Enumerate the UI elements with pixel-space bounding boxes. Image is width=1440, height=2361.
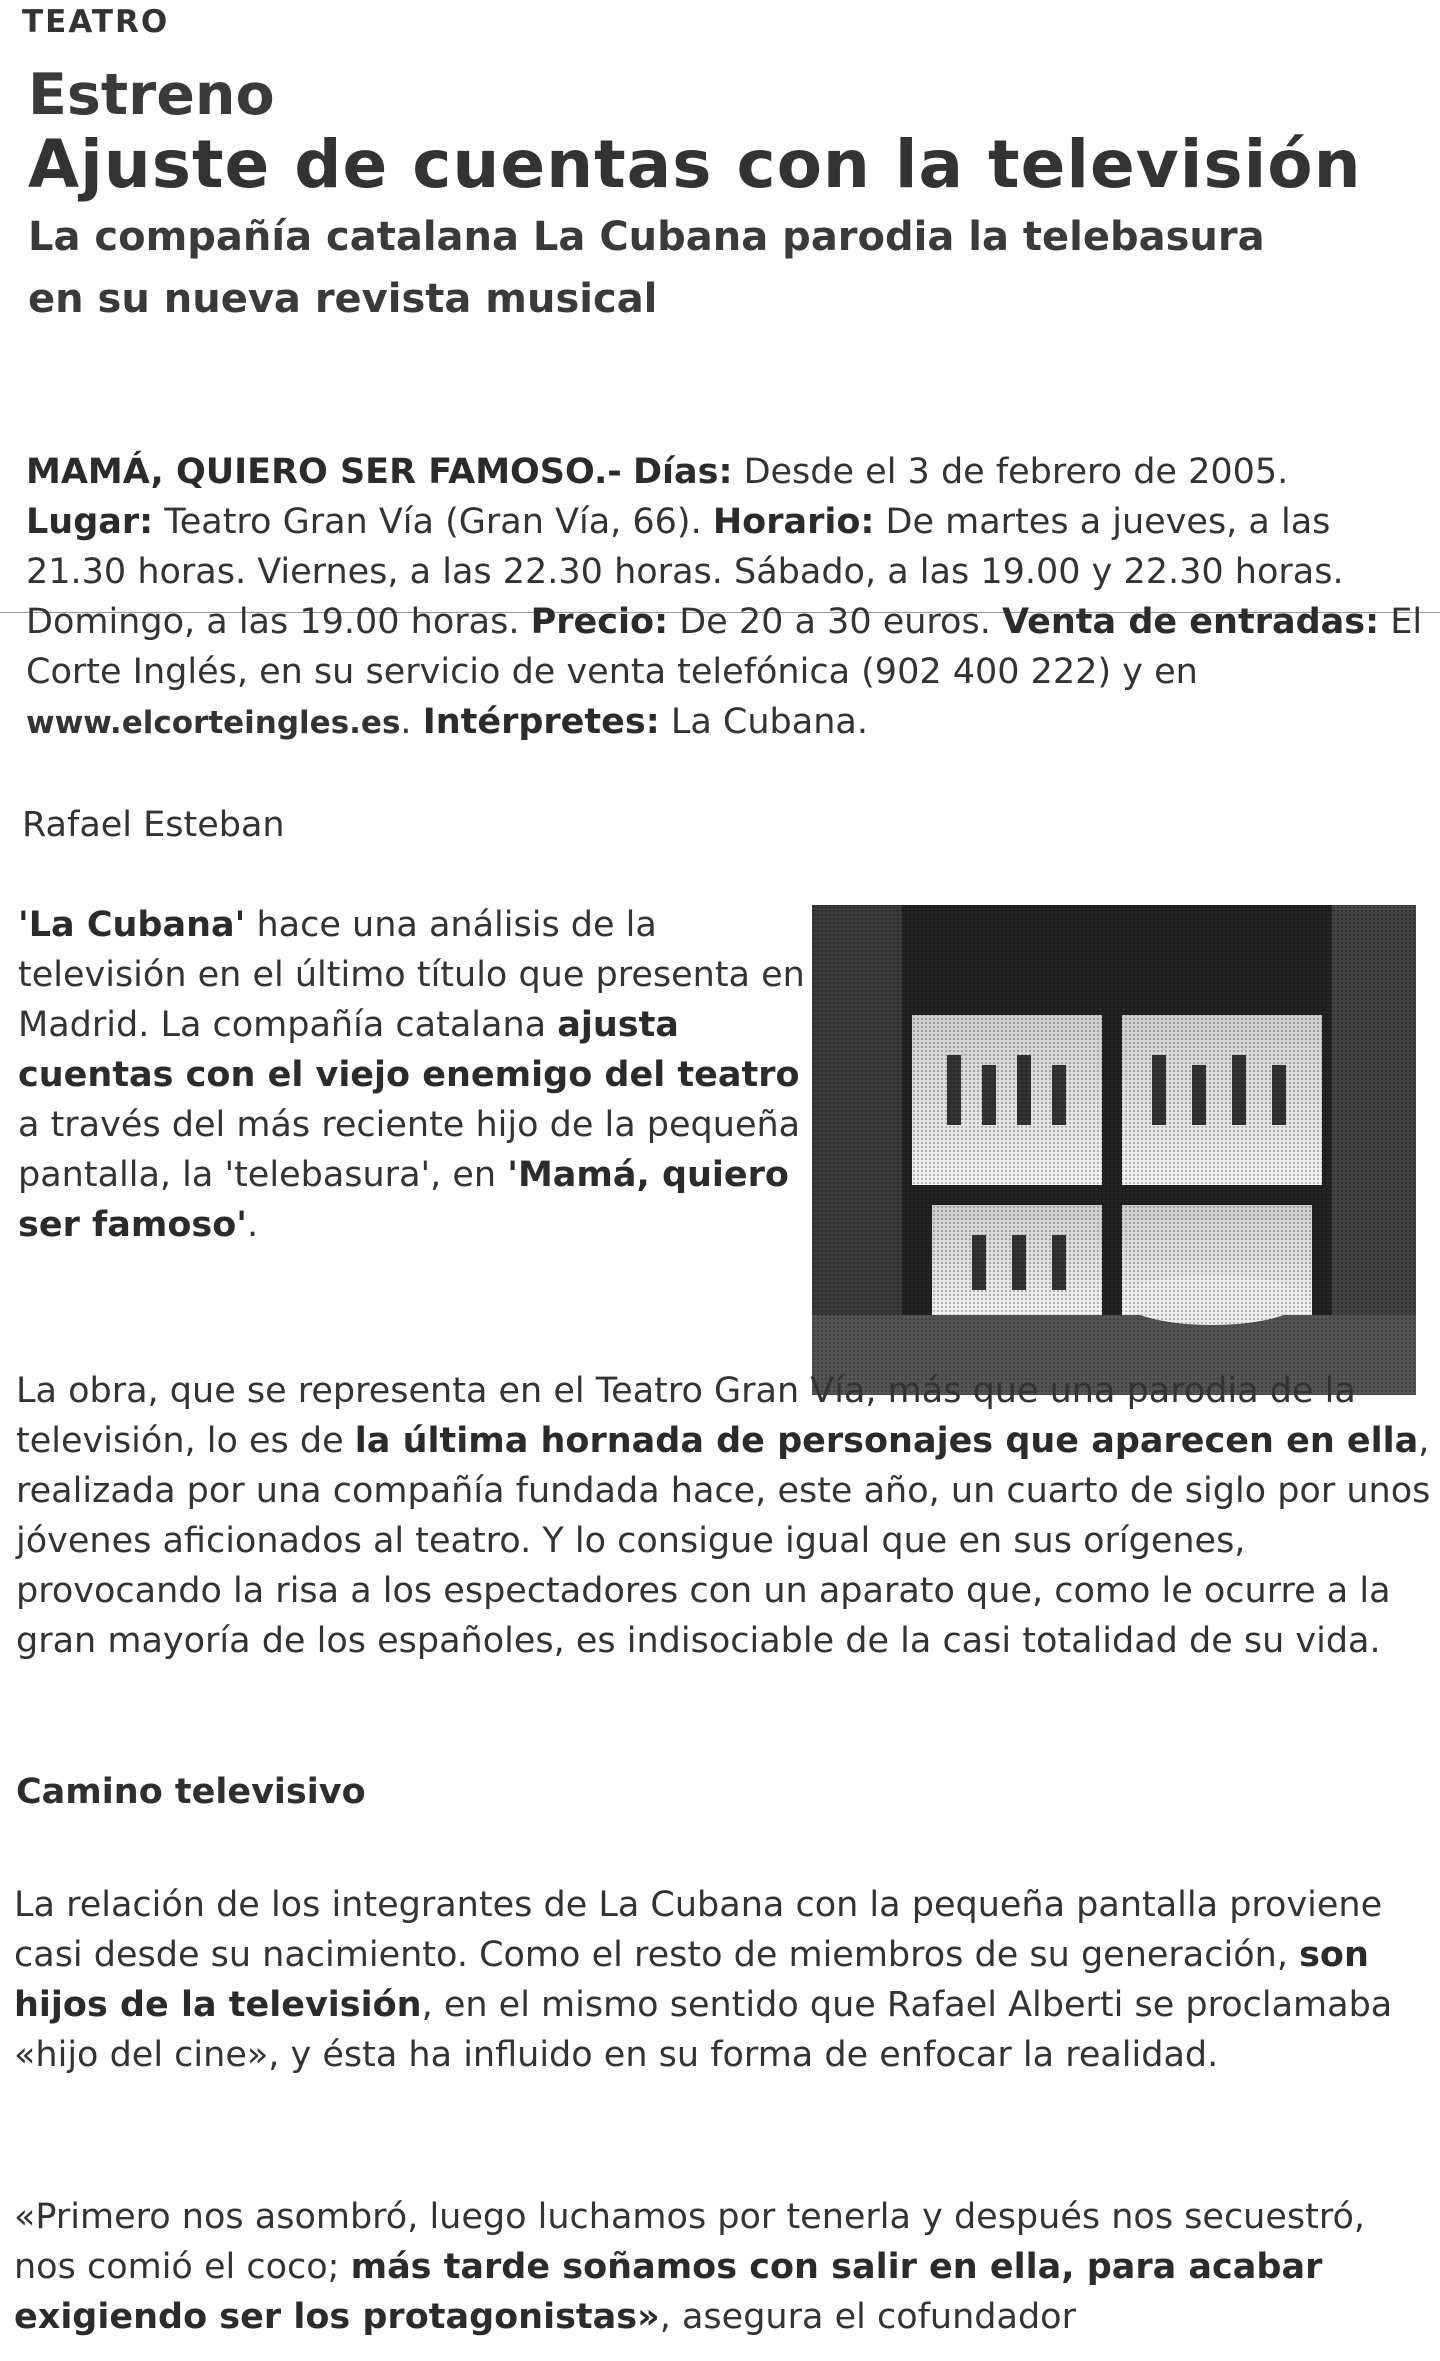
dias-label: Días: [632, 452, 733, 492]
precio-value: De 20 a 30 euros. [679, 602, 991, 642]
body2-text-1: La relación de los integrantes de La Cubana con la pequeña pantalla proviene casi desde su nacimiento. Como el resto de miembros de su generación, [14, 1885, 1383, 1975]
lugar-label: Lugar: [26, 502, 154, 542]
lugar-value: Teatro Gran Vía (Gran Vía, 66). [164, 502, 702, 542]
lead-bold-3: 'Mamá, quiero ser famoso' [18, 1155, 789, 1245]
body1-bold: la última hornada de personajes que aparecen en ella [354, 1421, 1419, 1461]
body-paragraph-2 [14, 1880, 1429, 2080]
section-label: TEATRO [22, 4, 170, 40]
stage-photo-illustration [812, 905, 1416, 1395]
body3-text-1: «Primero nos asombró, luego luchamos por tenerla y después nos secuestró, nos comió el coco; [14, 2197, 1366, 2287]
subheadline-line-2: en su nueva revista musical [28, 276, 658, 322]
lead-text-1: hace una análisis de la televisión en el último título que presenta en Madrid. La compañía catalana [18, 905, 805, 1045]
body-paragraph-3 [14, 2192, 1429, 2342]
venta-value: El Corte Inglés, en su servicio de venta telefónica (902 400 222) y en [26, 602, 1423, 692]
horario-label: Horario: [712, 502, 875, 542]
body1-text-1: La obra, que se representa en el Teatro Gran Vía, más que una parodia de la televisión, lo es de [16, 1371, 1356, 1461]
venta-label: Venta de entradas: [1001, 602, 1380, 642]
body3-bold: más tarde soñamos con salir en ella, para acabar exigiendo ser los protagonistas» [14, 2247, 1323, 2337]
subhead-camino-televisivo: Camino televisivo [16, 1772, 366, 1812]
author-byline: Rafael Esteban [22, 805, 285, 845]
subheadline [28, 206, 1408, 330]
interpretes-value: La Cubana. [670, 702, 868, 742]
horario-value: De martes a jueves, a las 21.30 horas. Viernes, a las 22.30 horas. Sábado, a las 19.00 y 22.30 horas. Domingo, a las 19.00 horas. [26, 502, 1344, 642]
lead-bold-2: ajusta cuentas con el viejo enemigo del teatro [18, 1005, 800, 1095]
headline: Ajuste de cuentas con la televisión [28, 126, 1362, 203]
kicker: Estreno [28, 62, 275, 128]
lead-bold-1: 'La Cubana' [18, 905, 246, 945]
body2-text-2: , en el mismo sentido que Rafael Alberti se proclamaba «hijo del cine», y ésta ha influido en su forma de enfocar la realidad. [14, 1985, 1393, 2075]
show-title: MAMÁ, QUIERO SER FAMOSO.- [26, 452, 622, 492]
info-box: MAMÁ, QUIERO SER FAMOSO.- Días: Desde el 3 de febrero de 2005. Lugar: Teatro Gran Vía (Gran Vía, 66). Horario: De martes a jueves, a las 21.30 horas. Viernes, a las 22.30 horas. Sábado, a las 19.00 y 22.30 horas. Domingo, a las 19.00 horas. Precio: De 20 a 30 euros. Venta de entradas: El Corte Inglés, en su servicio de venta telefónica (902 400 222) y en www.elcorteingles.es. Intérpretes: La Cubana. [26, 452, 1423, 742]
stage-photo [812, 905, 1416, 1395]
lead-text-3: . [246, 1205, 259, 1245]
body3-text-2: , asegura el cofundador [659, 2297, 1076, 2337]
body1-text-2: , realizada por una compañía fundada hace, este año, un cuarto de siglo por unos jóvenes aficionados al teatro. Y lo consigue igual que en sus orígenes, provocando la risa a los espectadores con un aparato que, como le ocurre a la gran mayoría de los españoles, es indisociable de la casi totalidad de su vida. [16, 1421, 1431, 1661]
subheadline-line-1: La compañía catalana La Cubana parodia la telebasura [28, 214, 1265, 260]
venta-url-link[interactable]: www.elcorteingles.es [26, 705, 401, 741]
lead-text-2: a través del más reciente hijo de la pequeña pantalla, la 'telebasura', en [18, 1105, 801, 1195]
dias-value: Desde el 3 de febrero de 2005. [743, 452, 1289, 492]
body2-bold: son hijos de la televisión [14, 1935, 1369, 2025]
lead-paragraph [18, 900, 808, 1250]
body-paragraph-1 [16, 1366, 1431, 1666]
interpretes-label: Intérpretes: [422, 702, 660, 742]
precio-label: Precio: [530, 602, 669, 642]
